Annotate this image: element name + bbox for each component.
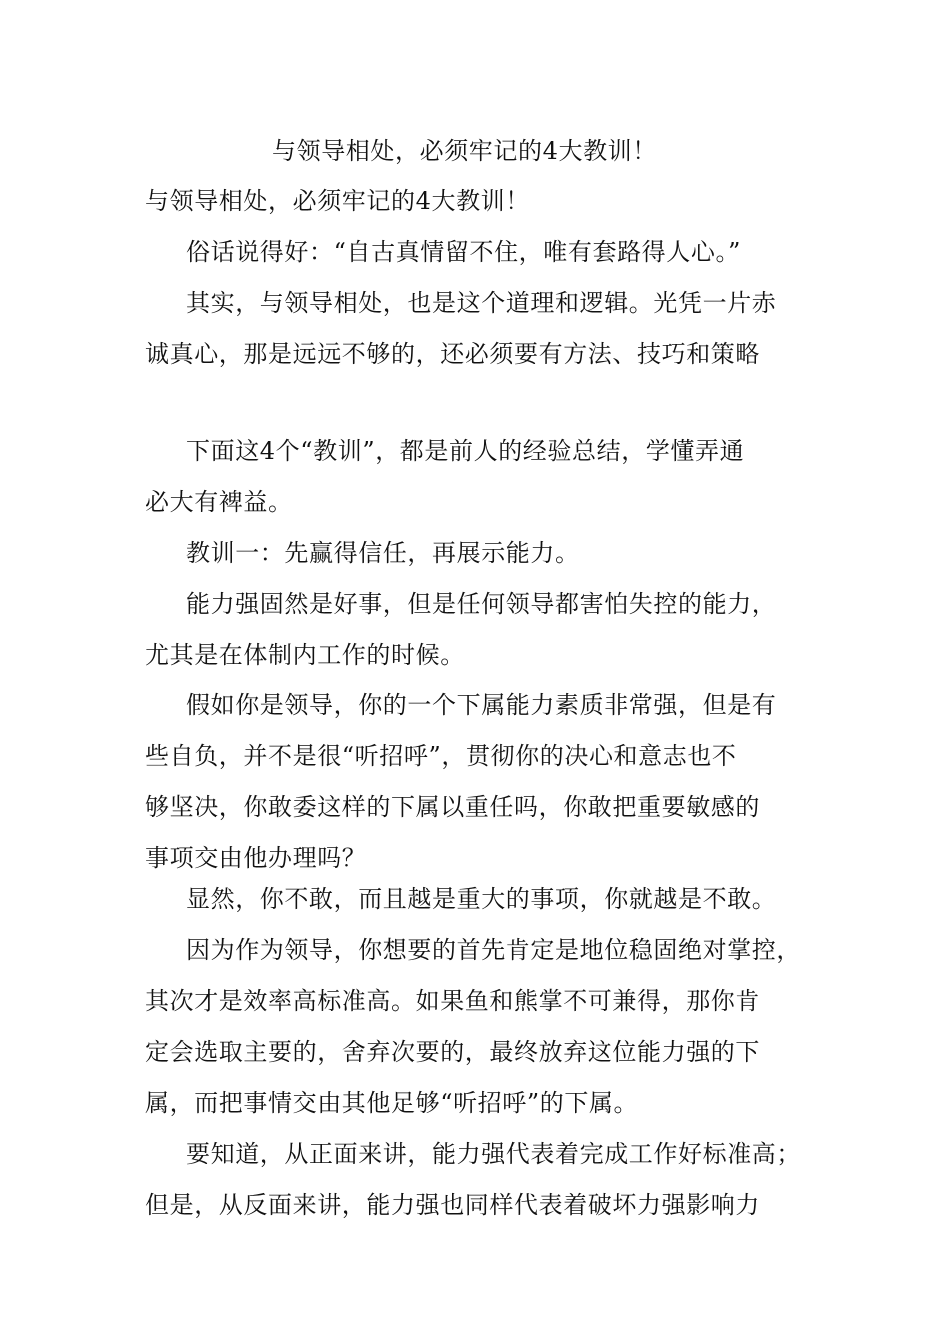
subtitle-line: 与领导相处，必须牢记的4大教训！ bbox=[145, 187, 530, 215]
paragraph-line: 属，而把事情交由其他足够“听招呼”的下属。 bbox=[145, 1089, 639, 1117]
paragraph-line: 尤其是在体制内工作的时候。 bbox=[145, 641, 465, 669]
paragraph-line: 够坚决，你敢委这样的下属以重任吗，你敢把重要敏感的 bbox=[145, 793, 760, 821]
paragraph-line: 其次才是效率高标准高。如果鱼和熊掌不可兼得，那你肯 bbox=[145, 987, 760, 1015]
paragraph-line: 假如你是领导，你的一个下属能力素质非常强，但是有 bbox=[186, 691, 777, 719]
paragraph-line: 因为作为领导，你想要的首先肯定是地位稳固绝对掌控， bbox=[186, 936, 801, 964]
paragraph-line: 下面这4个“教训”，都是前人的经验总结，学懂弄通 bbox=[186, 437, 745, 465]
paragraph-line: 其实，与领导相处，也是这个道理和逻辑。光凭一片赤 bbox=[186, 289, 777, 317]
paragraph-line: 诚真心，那是远远不够的，还必须要有方法、技巧和策略 bbox=[145, 340, 760, 368]
paragraph-line: 但是，从反面来讲，能力强也同样代表着破坏力强影响力 bbox=[145, 1191, 760, 1219]
paragraph-line: 些自负，并不是很“听招呼”，贯彻你的决心和意志也不 bbox=[145, 742, 737, 770]
paragraph-line: 事项交由他办理吗？ bbox=[145, 844, 367, 872]
paragraph-line: 显然，你不敢，而且越是重大的事项，你就越是不敢。 bbox=[186, 885, 777, 913]
paragraph-line: 能力强固然是好事，但是任何领导都害怕失控的能力， bbox=[186, 590, 777, 618]
paragraph-line: 定会选取主要的，舍弃次要的，最终放弃这位能力强的下 bbox=[145, 1038, 760, 1066]
paragraph-line: 俗话说得好：“自古真情留不住，唯有套路得人心。” bbox=[186, 238, 741, 266]
paragraph-line: 必大有裨益。 bbox=[145, 488, 293, 516]
paragraph-line: 要知道，从正面来讲，能力强代表着完成工作好标准高； bbox=[186, 1140, 801, 1168]
section-heading: 教训一：先赢得信任，再展示能力。 bbox=[186, 539, 580, 567]
document-title: 与领导相处，必须牢记的4大教训！ bbox=[272, 137, 657, 165]
